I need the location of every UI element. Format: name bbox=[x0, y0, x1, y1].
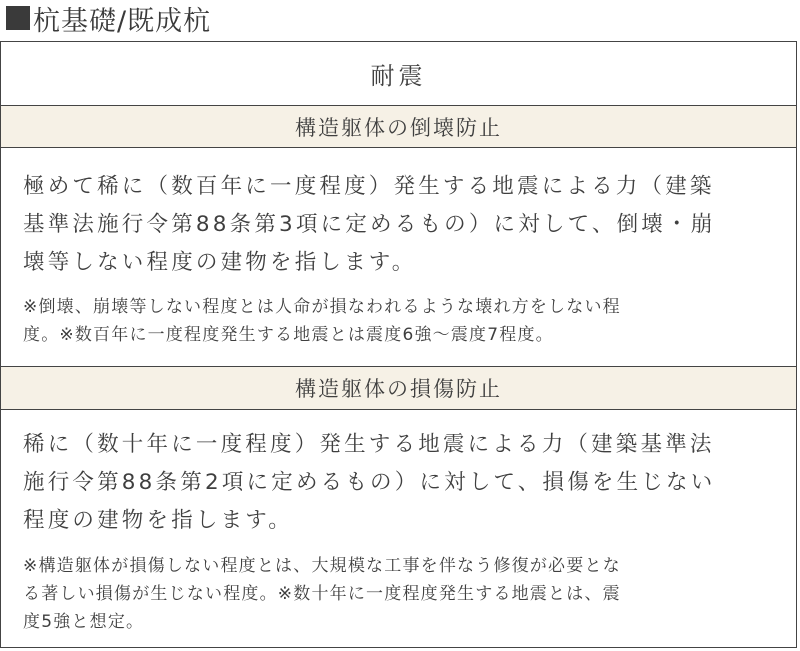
note-line: る著しい損傷が生じない程度。※数十年に一度程度発生する地震とは、震 bbox=[23, 584, 621, 604]
note-line: ※倒壊、崩壊等しない程度とは人命が損なわれるような壊れ方をしない程 bbox=[23, 297, 621, 317]
main-line: 壊等しない程度の建物を指します。 bbox=[23, 250, 417, 275]
heading-square-icon bbox=[6, 6, 30, 30]
table-title: 耐震 bbox=[370, 62, 427, 90]
section-main-text bbox=[23, 168, 780, 282]
section-note-text bbox=[23, 293, 780, 349]
table-title-row bbox=[1, 42, 796, 106]
main-line: 極めて稀に（数百年に一度程度）発生する地震による力（建築 bbox=[23, 174, 715, 199]
section-header-damage-prevention bbox=[1, 366, 796, 410]
section-subtitle: 構造躯体の倒壊防止 bbox=[295, 115, 502, 140]
main-line: 程度の建物を指します。 bbox=[23, 508, 293, 533]
note-line: ※構造躯体が損傷しない程度とは、大規模な工事を伴なう修復が必要とな bbox=[23, 556, 621, 576]
page-heading-text: 杭基礎/既成杭 bbox=[33, 5, 212, 37]
page-heading bbox=[6, 0, 211, 36]
main-line: 基準法施行令第88条第3項に定めるもの）に対して、倒壊・崩 bbox=[23, 212, 716, 237]
note-line: 度5強と想定。 bbox=[23, 612, 145, 632]
section-subtitle: 構造躯体の損傷防止 bbox=[295, 377, 502, 401]
section-header-collapse-prevention bbox=[1, 106, 796, 148]
main-line: 施行令第88条第2項に定めるもの）に対して、損傷を生じない bbox=[23, 470, 716, 495]
section-main-text bbox=[23, 426, 780, 540]
section-body-collapse-prevention bbox=[1, 148, 796, 366]
section-body-damage-prevention bbox=[1, 410, 796, 647]
section-note-text bbox=[23, 552, 780, 636]
main-line: 稀に（数十年に一度程度）発生する地震による力（建築基準法 bbox=[23, 432, 715, 457]
seismic-spec-table bbox=[0, 41, 797, 648]
note-line: 度。※数百年に一度程度発生する地震とは震度6強～震度7程度。 bbox=[23, 325, 554, 345]
